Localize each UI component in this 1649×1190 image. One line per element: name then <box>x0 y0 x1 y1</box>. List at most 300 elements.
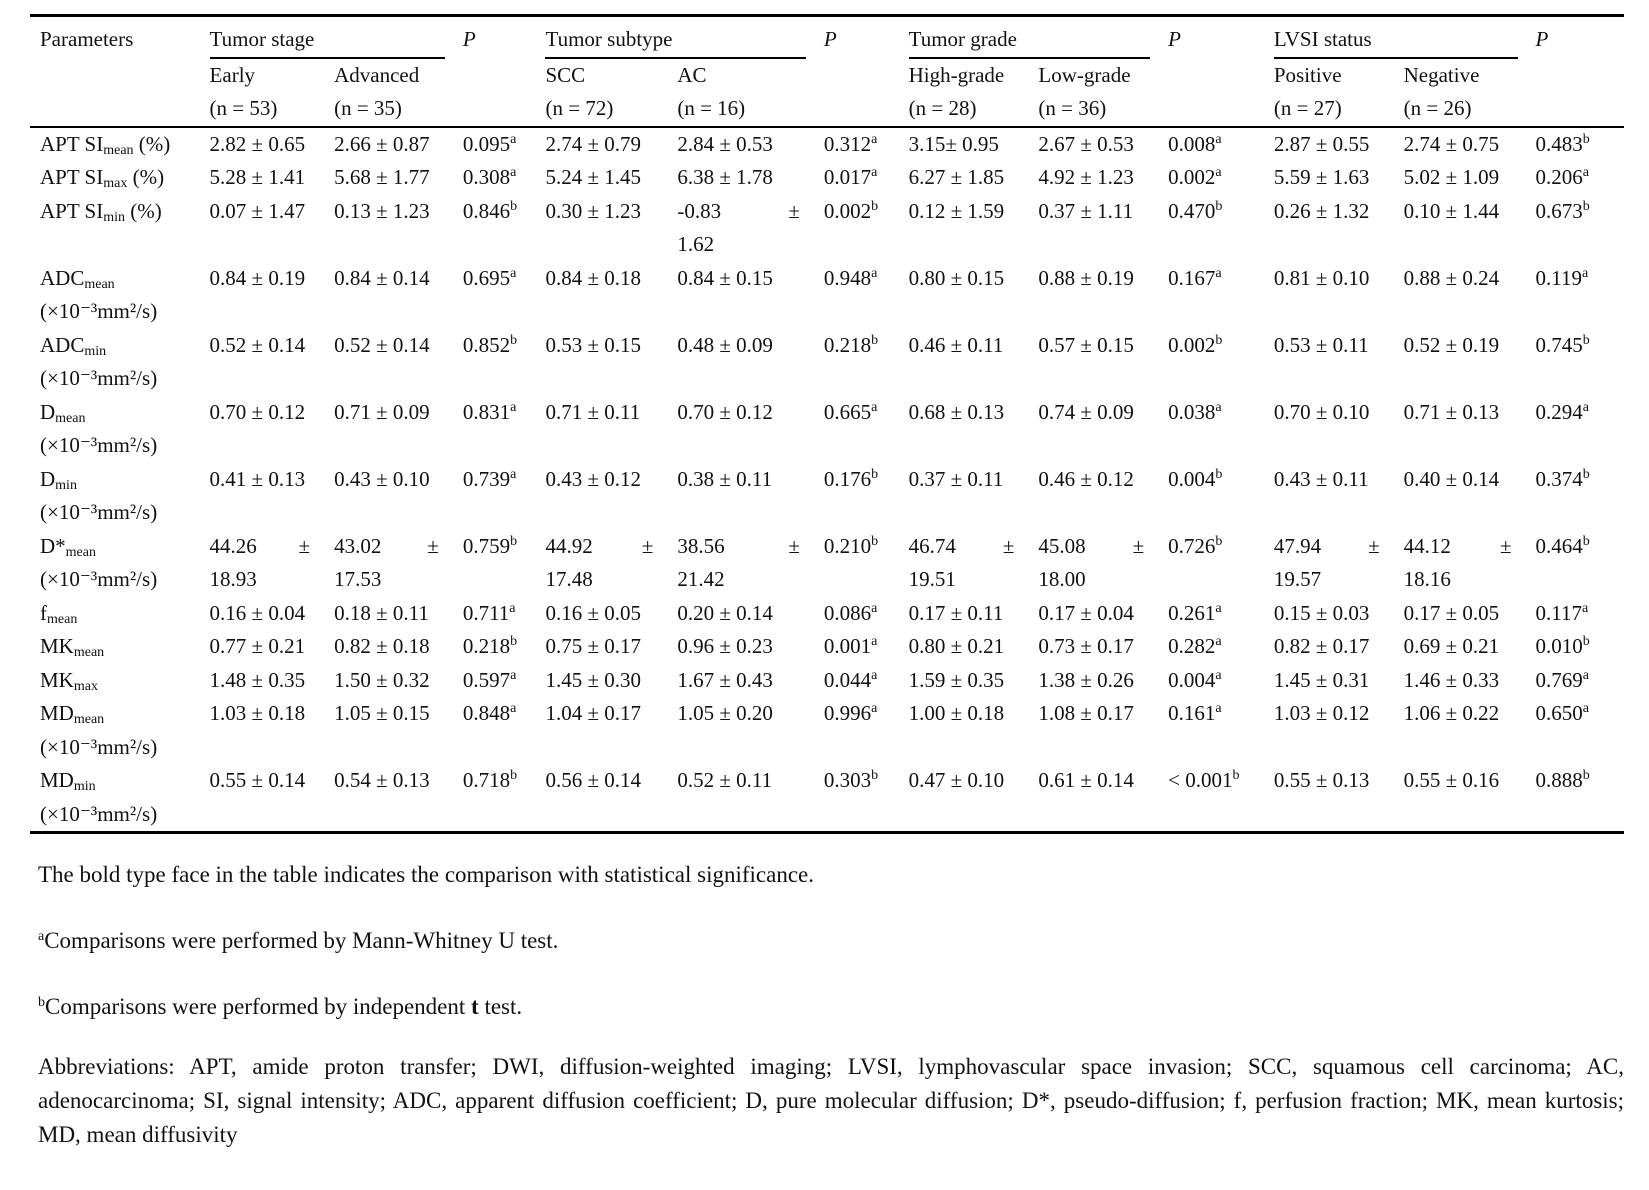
parameter-cell <box>30 262 200 329</box>
parameter-cell <box>30 630 200 664</box>
mean-sd-value: 0.52 ± 0.19 <box>1403 332 1500 357</box>
mean-sd-value: 6.27 ± 1.85 <box>908 165 1005 189</box>
p-value-cell <box>1158 630 1264 664</box>
p-value: 0.673 <box>1535 198 1583 223</box>
subgroup-label: Early <box>209 62 256 87</box>
parameter-name: APT SI <box>40 198 104 223</box>
p-value-cell <box>814 697 899 764</box>
p-value-test-mark: a <box>871 634 878 649</box>
p-value-cell <box>1158 764 1264 833</box>
p-value: 0.464 <box>1535 533 1583 558</box>
parameter-cell <box>30 530 200 597</box>
table-page <box>30 14 1624 1184</box>
mean-sd-cell <box>899 630 1029 664</box>
p-value-test-mark: a <box>1582 399 1589 415</box>
header-p: P <box>453 16 536 59</box>
mean-sd-cell <box>667 764 814 833</box>
p-value-test-mark: a <box>1215 165 1222 180</box>
mean-sd-cell <box>535 262 667 329</box>
parameter-cell <box>30 697 200 764</box>
table-row <box>30 127 1624 162</box>
p-value: 0.002 <box>1168 332 1216 357</box>
subgroup-label: Positive <box>1273 62 1342 87</box>
mean-sd-cell <box>324 764 453 833</box>
mean-sd-value: 1.45 ± 0.31 <box>1273 667 1370 692</box>
mean-sd-cell <box>667 697 814 764</box>
parameter-suffix: (%) <box>133 131 171 156</box>
table-row <box>30 764 1624 833</box>
mean-sd-value: 0.53 ± 0.11 <box>1273 332 1369 357</box>
mean-sd-cell <box>1394 630 1526 664</box>
subgroup-n: (n = 35) <box>334 96 402 120</box>
mean-sd-value: 0.56 ± 0.14 <box>545 768 642 792</box>
mean-sd-cell <box>899 396 1029 463</box>
parameter-subscript: min <box>73 779 96 794</box>
mean-sd-wrapped-line <box>210 530 325 564</box>
p-value: 0.852 <box>462 332 511 357</box>
mean-sd-cell <box>200 664 325 698</box>
parameter-name: D <box>40 399 56 424</box>
mean-sd-value: 0.84 ± 0.14 <box>334 265 430 290</box>
parameter-name: MD <box>40 701 74 725</box>
p-value-cell <box>814 764 899 833</box>
mean-sd-wrapped-line <box>1404 530 1526 564</box>
p-value-test-mark: b <box>510 533 518 549</box>
mean-sd-cell <box>1264 664 1394 698</box>
p-value: 0.167 <box>1168 265 1216 290</box>
mean-sd-cell <box>200 161 325 195</box>
mean-sd-cell <box>535 161 667 195</box>
parameter-name: APT SI <box>40 165 104 189</box>
p-value-cell <box>1526 530 1625 597</box>
p-value-cell <box>453 161 536 195</box>
footnote-b-pre: Comparisons were performed by independent <box>45 994 472 1019</box>
p-value-test-mark: b <box>1582 634 1590 649</box>
p-value-test-mark: b <box>510 634 518 649</box>
parameter-name: APT SI <box>40 131 104 156</box>
mean-sd-value: 0.37 ± 0.11 <box>908 466 1004 491</box>
p-value: 0.017 <box>823 165 872 189</box>
mean-sd-value: 1.67 ± 0.43 <box>677 667 773 692</box>
parameter-cell <box>30 463 200 530</box>
mean-part: 45.08 <box>1038 533 1086 558</box>
p-value: 0.470 <box>1168 198 1216 223</box>
p-value-cell <box>453 697 536 764</box>
mean-sd-value: 0.71 ± 0.09 <box>334 399 430 424</box>
p-value-test-mark: a <box>1215 600 1222 616</box>
mean-sd-value: 1.48 ± 0.35 <box>209 667 306 692</box>
subgroup-n: (n = 27) <box>1273 96 1342 120</box>
mean-sd-wrapped-line <box>1038 530 1158 564</box>
mean-sd-cell <box>200 764 325 833</box>
plus-minus: ± <box>427 533 439 558</box>
p-value: 0.888 <box>1535 768 1583 792</box>
parameter-name: D <box>40 466 56 491</box>
group-tumor-grade: Tumor grade <box>909 23 1151 59</box>
p-value-cell <box>453 127 536 162</box>
mean-sd-cell <box>899 764 1029 833</box>
mean-sd-value: 1.50 ± 0.32 <box>334 667 430 692</box>
mean-sd-value: 0.70 ± 0.12 <box>677 399 773 424</box>
mean-sd-value: 0.52 ± 0.14 <box>209 332 306 357</box>
mean-sd-value: 0.80 ± 0.15 <box>908 265 1005 290</box>
parameter-subscript: mean <box>73 712 105 727</box>
parameter-subscript: mean <box>55 410 86 426</box>
mean-sd-cell <box>324 329 453 396</box>
mean-sd-value: 1.03 ± 0.18 <box>209 701 306 725</box>
mean-sd-value: 0.61 ± 0.14 <box>1038 768 1134 792</box>
mean-sd-cell <box>200 530 325 597</box>
mean-sd-wrapped-line <box>677 530 814 564</box>
mean-sd-cell <box>1394 697 1526 764</box>
parameter-unit: (×10⁻³mm²/s) <box>40 500 158 524</box>
mean-sd-cell <box>1028 262 1158 329</box>
p-value-test-mark: a <box>1215 399 1222 415</box>
table-body <box>30 127 1624 833</box>
mean-sd-value: 1.38 ± 0.26 <box>1038 667 1134 692</box>
mean-sd-cell <box>1394 161 1526 195</box>
mean-part: 44.92 <box>545 533 593 558</box>
header-parameters: Parameters <box>30 16 200 59</box>
mean-sd-cell <box>324 463 453 530</box>
mean-part: 38.56 <box>677 533 725 558</box>
table-row <box>30 664 1624 698</box>
mean-sd-cell <box>667 530 814 597</box>
mean-sd-value: 0.74 ± 0.09 <box>1038 399 1134 424</box>
mean-sd-cell <box>1264 530 1394 597</box>
mean-sd-value: 0.68 ± 0.13 <box>908 399 1005 424</box>
mean-sd-cell <box>667 597 814 631</box>
mean-part: 46.74 <box>908 533 956 558</box>
header-p: P <box>814 16 899 59</box>
p-value-test-mark: b <box>871 533 879 549</box>
subgroup-n: (n = 28) <box>908 96 977 120</box>
p-value: 0.044 <box>823 667 872 692</box>
p-value-test-mark: b <box>871 466 879 482</box>
p-value-cell <box>1158 127 1264 162</box>
plus-minus: ± <box>298 533 311 558</box>
mean-sd-cell <box>1264 329 1394 396</box>
parameter-subscript: mean <box>103 142 134 158</box>
p-value-cell <box>453 630 536 664</box>
p-value-test-mark: b <box>1582 768 1590 783</box>
mean-sd-value: 0.70 ± 0.12 <box>209 399 306 424</box>
mean-sd-cell <box>899 664 1029 698</box>
table-row <box>30 597 1624 631</box>
p-value: 0.483 <box>1535 131 1583 156</box>
mean-sd-cell <box>1264 764 1394 833</box>
parameter-name: MK <box>40 667 74 692</box>
mean-sd-value: 0.30 ± 1.23 <box>545 198 642 223</box>
mean-sd-value: 0.84 ± 0.15 <box>677 265 773 290</box>
parameter-subscript: mean <box>84 276 115 292</box>
parameter-unit: (×10⁻³mm²/s) <box>40 734 158 759</box>
mean-sd-value: 0.55 ± 0.14 <box>209 768 306 792</box>
mean-sd-value: 0.96 ± 0.23 <box>677 634 773 658</box>
p-value-cell <box>1526 764 1625 833</box>
mean-sd-value: 0.46 ± 0.12 <box>1038 466 1134 491</box>
mean-part: 47.94 <box>1273 533 1322 558</box>
mean-sd-cell <box>200 127 325 162</box>
mean-sd-value: 2.84 ± 0.53 <box>677 131 773 156</box>
p-value: 0.374 <box>1535 466 1583 491</box>
p-value-test-mark: a <box>871 131 878 147</box>
mean-sd-cell <box>535 697 667 764</box>
p-value: 0.001 <box>823 634 872 658</box>
mean-sd-cell <box>1028 697 1158 764</box>
mean-sd-value: 0.53 ± 0.15 <box>545 332 642 357</box>
mean-sd-cell <box>324 396 453 463</box>
mean-sd-cell <box>899 262 1029 329</box>
mean-sd-value: 1.00 ± 0.18 <box>908 701 1005 725</box>
mean-sd-cell <box>899 597 1029 631</box>
p-value-test-mark: b <box>1582 332 1590 348</box>
mean-sd-value: 6.38 ± 1.78 <box>677 165 773 189</box>
mean-sd-cell <box>535 329 667 396</box>
header-row-subgroups <box>30 59 1624 93</box>
parameter-unit: (×10⁻³mm²/s) <box>40 801 158 826</box>
p-value-cell <box>453 764 536 833</box>
subgroup-n: (n = 36) <box>1038 96 1107 120</box>
p-value: < 0.001 <box>1168 768 1233 792</box>
table-row <box>30 463 1624 530</box>
mean-sd-value: 0.69 ± 0.21 <box>1403 634 1500 658</box>
mean-sd-value <box>1274 530 1394 597</box>
p-value-cell <box>453 329 536 396</box>
mean-sd-value: 4.92 ± 1.23 <box>1038 165 1134 189</box>
p-value-test-mark: b <box>1582 198 1590 214</box>
mean-part: -0.83 <box>677 198 722 223</box>
p-value-test-mark: a <box>871 265 878 281</box>
mean-sd-cell <box>899 127 1029 162</box>
p-value: 0.996 <box>823 701 872 725</box>
sd-part: 18.93 <box>209 567 257 591</box>
p-value: 0.831 <box>462 399 511 424</box>
table-row <box>30 195 1624 262</box>
p-value: 0.294 <box>1535 399 1583 424</box>
mean-sd-cell <box>667 630 814 664</box>
mean-sd-cell <box>1394 396 1526 463</box>
p-value-cell <box>1526 463 1625 530</box>
parameter-name: ADC <box>40 265 85 290</box>
mean-sd-wrapped-line <box>677 195 814 229</box>
mean-sd-cell <box>899 530 1029 597</box>
table-row <box>30 530 1624 597</box>
sd-part: 1.62 <box>677 232 715 256</box>
mean-sd-value: 1.08 ± 0.17 <box>1038 701 1134 725</box>
p-value: 0.739 <box>462 466 511 491</box>
subgroup-n: (n = 72) <box>545 96 614 120</box>
p-value-cell <box>814 530 899 597</box>
mean-sd-value: 0.38 ± 0.11 <box>677 466 773 491</box>
footnote-a <box>38 924 1624 958</box>
mean-sd-value: 0.75 ± 0.17 <box>545 634 642 658</box>
mean-sd-cell <box>667 664 814 698</box>
mean-sd-value: 2.67 ± 0.53 <box>1038 131 1134 156</box>
mean-sd-cell <box>324 697 453 764</box>
p-value-test-mark: b <box>1582 466 1590 482</box>
mean-sd-value: 1.05 ± 0.15 <box>334 701 430 725</box>
mean-sd-cell <box>535 463 667 530</box>
p-value-test-mark: a <box>871 600 878 616</box>
mean-sd-wrapped-line <box>1274 530 1394 564</box>
sd-part: 17.53 <box>334 567 382 591</box>
mean-sd-cell <box>324 195 453 262</box>
p-value-test-mark: a <box>1215 265 1222 281</box>
mean-sd-value: 0.07 ± 1.47 <box>209 198 306 223</box>
p-value: 0.218 <box>823 332 872 357</box>
p-value: 0.086 <box>823 600 872 625</box>
mean-sd-cell <box>200 262 325 329</box>
p-value: 0.004 <box>1168 466 1216 491</box>
mean-sd-value: 5.68 ± 1.77 <box>334 165 430 189</box>
mean-sd-value: 0.80 ± 0.21 <box>908 634 1005 658</box>
mean-sd-cell <box>1028 127 1158 162</box>
p-value: 0.038 <box>1168 399 1216 424</box>
p-value-test-mark: a <box>1582 701 1589 716</box>
p-value-cell <box>814 463 899 530</box>
p-value-cell <box>1526 262 1625 329</box>
p-value: 0.769 <box>1535 667 1583 692</box>
mean-part: 44.26 <box>209 533 257 558</box>
p-value: 0.119 <box>1535 265 1582 290</box>
p-value: 0.282 <box>1168 634 1216 658</box>
plus-minus: ± <box>1002 533 1015 558</box>
abbreviations: Abbreviations: APT, amide proton transfer; DWI, diffusion-weighted imaging; LVSI, lymphovascular space invasion; SCC, squamous cell carcinoma; AC, adenocarcinoma; SI, signal intensity; ADC, apparent diffusion coefficient; D, pure molecular diffusion; D*, pseudo-diffusion; f, perfusion fraction; MK, mean kurtosis; MD, mean diffusivity <box>38 1054 1624 1147</box>
bold-note: The bold type face in the table indicates the comparison with statistical significance. <box>38 862 814 887</box>
p-value-test-mark: b <box>510 332 518 348</box>
mean-sd-value: 0.88 ± 0.19 <box>1038 265 1134 290</box>
parameter-cell <box>30 127 200 162</box>
mean-sd-wrapped-line <box>334 530 453 564</box>
mean-sd-value: 0.37 ± 1.11 <box>1038 198 1134 223</box>
mean-sd-value: 0.54 ± 0.13 <box>334 768 430 792</box>
mean-sd-cell <box>1394 195 1526 262</box>
mean-sd-cell <box>667 127 814 162</box>
parameter-unit: (×10⁻³mm²/s) <box>40 433 158 457</box>
p-value-test-mark: a <box>510 701 517 716</box>
mean-sd-value <box>677 530 814 597</box>
mean-sd-value: 2.82 ± 0.65 <box>209 131 306 156</box>
p-value-test-mark: b <box>1582 533 1590 549</box>
mean-sd-value: 3.15± 0.95 <box>908 131 999 156</box>
p-value-test-mark: a <box>1215 701 1222 716</box>
mean-sd-value: 0.52 ± 0.11 <box>677 768 773 792</box>
mean-sd-value <box>1038 530 1158 597</box>
mean-part: 43.02 <box>334 533 382 558</box>
p-value-test-mark: b <box>1215 198 1223 214</box>
p-value-test-mark: b <box>1582 131 1590 147</box>
parameter-subscript: min <box>84 343 107 359</box>
p-value: 0.846 <box>462 198 511 223</box>
p-value-test-mark: a <box>510 399 517 415</box>
p-value-cell <box>453 664 536 698</box>
subgroup-label: Advanced <box>334 62 420 87</box>
parameter-unit: (×10⁻³mm²/s) <box>40 567 158 591</box>
mean-sd-value: 0.18 ± 0.11 <box>334 600 429 625</box>
p-value-test-mark: a <box>510 265 517 281</box>
mean-sd-value: 1.46 ± 0.33 <box>1403 667 1500 692</box>
p-value: 0.726 <box>1168 533 1216 558</box>
mean-sd-value: 1.06 ± 0.22 <box>1403 701 1500 725</box>
mean-sd-value <box>334 530 453 597</box>
footnote-b-t: t <box>471 994 479 1019</box>
p-value-cell <box>1526 161 1625 195</box>
subgroup-n: (n = 16) <box>677 96 746 120</box>
p-value-cell <box>1526 329 1625 396</box>
mean-sd-cell <box>1394 463 1526 530</box>
mean-sd-cell <box>1394 329 1526 396</box>
mean-sd-value: 5.24 ± 1.45 <box>545 165 642 189</box>
p-value-test-mark: b <box>871 198 879 214</box>
plus-minus: ± <box>788 533 800 558</box>
p-value: 0.597 <box>462 667 511 692</box>
p-value-cell <box>1526 127 1625 162</box>
group-tumor-subtype: Tumor subtype <box>545 23 805 59</box>
subgroup-label: Low-grade <box>1038 62 1131 87</box>
mean-sd-cell <box>200 463 325 530</box>
p-value: 0.695 <box>462 265 511 290</box>
mean-sd-cell <box>535 195 667 262</box>
p-value: 0.117 <box>1535 600 1582 625</box>
mean-sd-value: 0.48 ± 0.09 <box>677 332 773 357</box>
plus-minus: ± <box>641 533 654 558</box>
mean-sd-cell <box>1264 396 1394 463</box>
mean-sd-cell <box>324 664 453 698</box>
p-value: 0.002 <box>1168 165 1216 189</box>
mean-sd-cell <box>667 329 814 396</box>
mean-sd-cell <box>899 463 1029 530</box>
table-row <box>30 262 1624 329</box>
mean-sd-cell <box>324 127 453 162</box>
parameter-subscript: mean <box>73 645 105 660</box>
mean-sd-value: 0.12 ± 1.59 <box>908 198 1005 223</box>
mean-sd-value: 5.59 ± 1.63 <box>1273 165 1370 189</box>
mean-sd-cell <box>1028 329 1158 396</box>
mean-sd-value <box>545 530 667 597</box>
table-row <box>30 161 1624 195</box>
mean-sd-cell <box>1028 463 1158 530</box>
p-value: 0.010 <box>1535 634 1583 658</box>
p-value-test-mark: a <box>1215 634 1222 649</box>
mean-sd-cell <box>667 463 814 530</box>
mean-sd-cell <box>1028 530 1158 597</box>
p-value-test-mark: b <box>871 768 879 783</box>
mean-part: 44.12 <box>1403 533 1451 558</box>
mean-sd-cell <box>1264 262 1394 329</box>
p-value: 0.745 <box>1535 332 1583 357</box>
mean-sd-value: 2.87 ± 0.55 <box>1273 131 1370 156</box>
mean-sd-cell <box>1264 195 1394 262</box>
table-row <box>30 630 1624 664</box>
mean-sd-value <box>1404 530 1526 597</box>
mean-sd-cell <box>1394 262 1526 329</box>
mean-sd-value: 0.10 ± 1.44 <box>1403 198 1500 223</box>
mean-sd-value: 1.45 ± 0.30 <box>545 667 642 692</box>
p-value-cell <box>1158 463 1264 530</box>
p-value-cell <box>1158 530 1264 597</box>
p-value: 0.261 <box>1168 600 1216 625</box>
mean-sd-value: 0.82 ± 0.18 <box>334 634 430 658</box>
p-value-test-mark: b <box>1215 533 1223 549</box>
p-value-cell <box>814 630 899 664</box>
p-value-test-mark: a <box>1582 667 1589 683</box>
mean-sd-cell <box>1394 664 1526 698</box>
p-value-cell <box>814 597 899 631</box>
mean-sd-value: 0.47 ± 0.10 <box>908 768 1005 792</box>
p-value-test-mark: b <box>1215 466 1223 482</box>
footnote-a-mark: a <box>38 929 45 944</box>
